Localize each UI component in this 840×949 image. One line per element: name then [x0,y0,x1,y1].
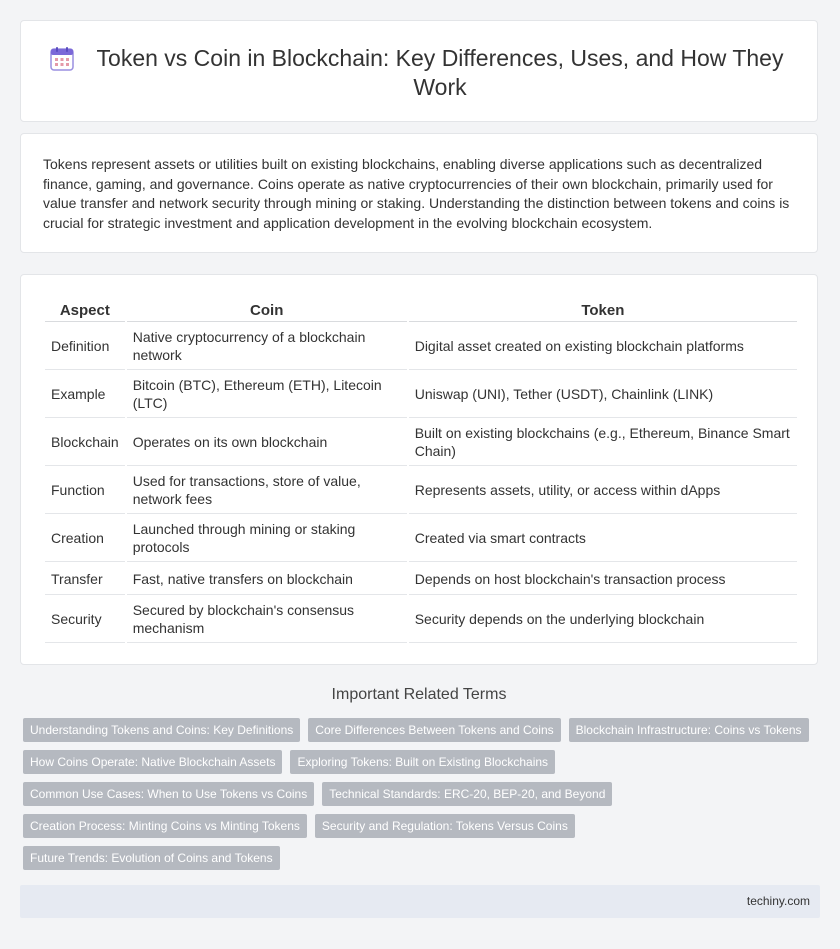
cell-token: Created via smart contracts [409,515,797,562]
table-row [45,467,797,514]
related-term-tag[interactable]: Understanding Tokens and Coins: Key Definitions [23,718,300,742]
calendar-icon [49,46,75,72]
table-row [45,371,797,418]
related-term-tag[interactable]: Future Trends: Evolution of Coins and Tokens [23,846,280,870]
related-term-tag[interactable]: How Coins Operate: Native Blockchain Assets [23,750,282,774]
page-title: Token vs Coin in Blockchain: Key Differences, Uses, and How They Work [96,45,784,100]
cell-token: Uniswap (UNI), Tether (USDT), Chainlink (LINK) [409,371,797,418]
cell-coin: Launched through mining or staking protocols [127,515,407,562]
table-header-row [45,296,797,322]
related-terms-tags [23,718,818,870]
cell-coin: Fast, native transfers on blockchain [127,563,407,595]
cell-aspect: Security [45,596,125,643]
cell-coin: Used for transactions, store of value, network fees [127,467,407,514]
cell-token: Digital asset created on existing blockchain platforms [409,323,797,370]
cell-aspect: Blockchain [45,419,125,466]
related-term-tag[interactable]: Exploring Tokens: Built on Existing Blockchains [290,750,555,774]
footer [20,885,820,918]
intro-paragraph: Tokens represent assets or utilities built on existing blockchains, enabling diverse applications such as decentralized finance, gaming, and governance. Coins operate as native cryptocurrencies of their own blockchain, primarily used for value transfer and network security through mining or staking. Understanding the distinction between tokens and coins is crucial for strategic investment and application development in the evolving blockchain ecosystem. [43,156,790,231]
header-card [20,20,818,122]
cell-aspect: Function [45,467,125,514]
table-row [45,323,797,370]
cell-token: Built on existing blockchains (e.g., Ethereum, Binance Smart Chain) [409,419,797,466]
cell-coin: Bitcoin (BTC), Ethereum (ETH), Litecoin (LTC) [127,371,407,418]
header-token: Token [409,296,797,322]
cell-coin: Operates on its own blockchain [127,419,407,466]
table-row [45,515,797,562]
cell-aspect: Definition [45,323,125,370]
cell-aspect: Creation [45,515,125,562]
footer-site-link[interactable]: techiny.com [746,894,810,908]
intro-card [20,133,818,253]
comparison-table-card [20,274,818,665]
related-term-tag[interactable]: Creation Process: Minting Coins vs Minting Tokens [23,814,307,838]
header-coin: Coin [127,296,407,322]
related-term-tag[interactable]: Core Differences Between Tokens and Coins [308,718,560,742]
cell-token: Depends on host blockchain's transaction process [409,563,797,595]
comparison-table [43,295,799,644]
cell-token: Represents assets, utility, or access within dApps [409,467,797,514]
table-row [45,596,797,643]
cell-aspect: Example [45,371,125,418]
header-aspect: Aspect [45,296,125,322]
related-term-tag[interactable]: Blockchain Infrastructure: Coins vs Tokens [569,718,809,742]
cell-token: Security depends on the underlying blockchain [409,596,797,643]
related-terms-title: Important Related Terms [331,686,507,703]
table-row [45,563,797,595]
cell-coin: Native cryptocurrency of a blockchain network [127,323,407,370]
cell-aspect: Transfer [45,563,125,595]
table-row [45,419,797,466]
related-term-tag[interactable]: Technical Standards: ERC-20, BEP-20, and Beyond [322,782,612,806]
related-term-tag[interactable]: Common Use Cases: When to Use Tokens vs Coins [23,782,314,806]
cell-coin: Secured by blockchain's consensus mechanism [127,596,407,643]
related-term-tag[interactable]: Security and Regulation: Tokens Versus Coins [315,814,575,838]
